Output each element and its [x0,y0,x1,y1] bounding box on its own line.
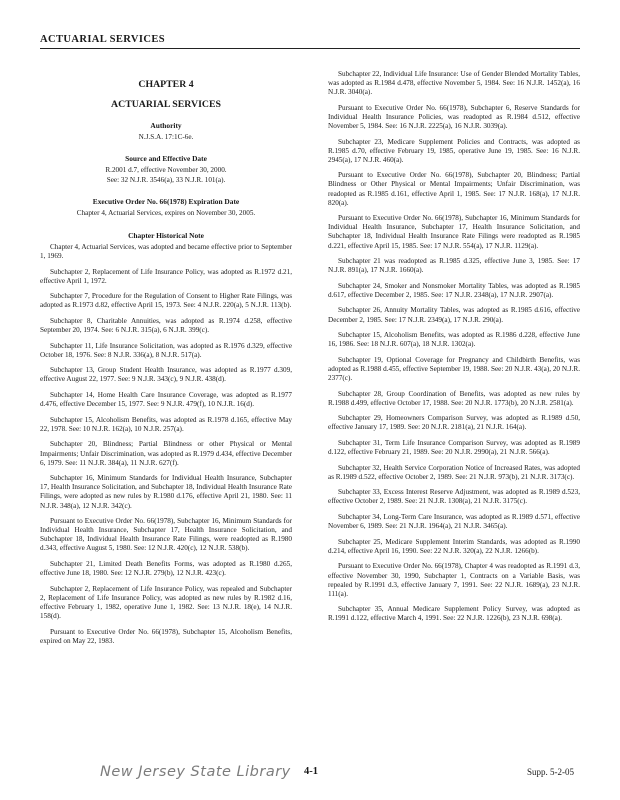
history-paragraph: Subchapter 25, Medicare Supplement Interim Standards, was adopted as R.1990 d.214, effective April 16, 1990. See: 22 N.J.R. 320(a), 22 N.J.R. 1266(b). [328,537,580,555]
page-number: 4-1 [304,766,318,777]
authority-heading: Authority [150,121,182,131]
chapter-number: CHAPTER 4 [138,79,194,90]
supplement-date: Supp. 5-2-05 [527,767,574,777]
history-paragraph: Subchapter 28, Group Coordination of Benefits, was adopted as new rules by R.1988 d.499, effective October 17, 1988. See: 20 N.J.R. 1773(b), 20 N.J.R. 2581(a). [328,389,580,407]
history-paragraph: Pursuant to Executive Order No. 66(1978), Chapter 4 was readopted as R.1991 d.3, effective November 30, 1990, Subchapter 1, Contracts on a Variable Basis, was repealed by R.1991 d.3, effective January 7, 1991. See: 22 N.J.R. 1689(a), 23 N.J.R. 111(a). [328,562,580,598]
history-paragraph: Subchapter 8, Charitable Annuities, was adopted as R.1974 d.258, effective September 20, 1974. See: 6 N.J.R. 315(a), 6 N.J.R. 399(c). [40,317,292,335]
history-paragraph: Subchapter 20, Blindness; Partial Blindness or other Physical or Mental Impairments; Unfair Discrimination, was adopted as R.1979 d.434, effective December 6, 1979. See: 11 N.J.R. 384(a), 11 N.J.R. 627(f). [40,440,292,467]
history-paragraph: Subchapter 33, Excess Interest Reserve Adjustment, was adopted as R.1989 d.523, effective October 2, 1989. See: 21 N.J.R. 1308(a), 21 N.J.R. 3175(c). [328,488,580,506]
executive-order-heading: Executive Order No. 66(1978) Expiration Date [92,196,240,206]
history-paragraph: Subchapter 15, Alcoholism Benefits, was adopted as R.1986 d.228, effective June 16, 1986. See: 18 N.J.R. 607(a), 18 N.J.R. 1302(a). [328,331,580,349]
history-paragraph: Subchapter 29, Homeowners Comparison Survey, was adopted as R.1989 d.50, effective January 17, 1989. See: 20 N.J.R. 2181(a), 21 N.J.R. 164(a). [328,414,580,432]
executive-order-text: Chapter 4, Actuarial Services, expires on November 30, 2005. [76,208,256,217]
history-paragraph: Pursuant to Executive Order No. 66(1978), Subchapter 6, Reserve Standards for Individual Health Insurance Policies, was readopted as R.1984 d.512, effective November 5, 1984. See: 16 N.J.R. 2225(a), 16 N.J.R. 3039(a). [328,103,580,130]
history-paragraph: Pursuant to Executive Order No. 66(1978), Subchapter 16, Minimum Standards for Individual Health Insurance, Subchapter 17, Health Insurance Solicitation, and Subchapter 18, Individual Health Insurance Rate Filings were readopted as R.1985 d.221, effective April 15, 1985. See: 17 N.J.R. 554(a), 17 N.J.R. 1129(a). [328,214,580,250]
history-paragraph: Subchapter 35, Annual Medicare Supplement Policy Survey, was adopted as R.1991 d.122, effective March 4, 1991. See: 22 N.J.R. 1226(b), 23 N.J.R. 698(a). [328,605,580,623]
history-paragraph: Subchapter 2, Replacement of Life Insurance Policy, was repealed and Subchapter 2, Replacement of Life Insurance Policy, was adopted as new rules by R.1982 d.16, effective February 1, 1982, operative June 1, 1982. See: 13 N.J.R. 18(e), 14 N.J.R. 158(d). [40,584,292,620]
history-paragraph: Subchapter 14, Home Health Care Insurance Coverage, was adopted as R.1977 d.476, effective December 15, 1977. See: 9 N.J.R. 479(f), 10 N.J.R. 16(d). [40,391,292,409]
chapter-title: ACTUARIAL SERVICES [111,99,221,111]
source-line-2: See: 32 N.J.R. 3546(a), 33 N.J.R. 101(a). [106,175,226,184]
history-paragraph: Chapter 4, Actuarial Services, was adopted and became effective prior to September 1, 1969. [40,242,292,261]
history-paragraph: Subchapter 22, Individual Life Insurance: Use of Gender Blended Mortality Tables, was adopted as R.1984 d.478, effective November 5, 1984. See: 16 N.J.R. 1452(a), 16 N.J.R. 3040(a). [328,70,580,97]
history-paragraph: Subchapter 16, Minimum Standards for Individual Health Insurance, Subchapter 17, Health Insurance Solicitation, and Subchapter 18, Individual Health Insurance Rate Filings, were adopted as new rules by R.1980 d.176, effective April 21, 1980. See: 11 N.J.R. 348(a), 12 N.J.R. 342(c). [40,474,292,510]
history-paragraph: Subchapter 26, Annuity Mortality Tables, was adopted as R.1985 d.616, effective December 2, 1985. See: 17 N.J.R. 2349(a), 17 N.J.R. 290(a). [328,306,580,324]
history-paragraph: Pursuant to Executive Order No. 66(1978), Subchapter 20, Blindness; Partial Blindness or Other Physical or Mental Impairments; Unfair Discrimination, was readopted as R.1985 d.161, effective April 1, 1985. See: 17 N.J.R. 168(a), 17 N.J.R. 820(a). [328,171,580,207]
historical-note-right-paragraphs [328,70,580,624]
history-paragraph: Subchapter 31, Term Life Insurance Comparison Survey, was adopted as R.1989 d.122, effective February 21, 1989. See: 20 N.J.R. 2990(a), 21 N.J.R. 566(a). [328,439,580,457]
history-paragraph: Subchapter 32, Health Service Corporation Notice of Increased Rates, was adopted as R.1989 d.522, effective October 2, 1989. See: 21 N.J.R. 973(b), 21 N.J.R. 3173(c). [328,463,580,481]
history-paragraph: Subchapter 23, Medicare Supplement Policies and Contracts, was adopted as R.1985 d.70, effective February 19, 1985, operative June 19, 1985. See: 16 N.J.R. 2945(a), 17 N.J.R. 460(a). [328,137,580,164]
left-column [40,70,292,652]
right-column [328,70,580,630]
history-paragraph: Subchapter 2, Replacement of Life Insurance Policy, was adopted as R.1972 d.21, effective April 1, 1972. [40,267,292,285]
source-line-1: R.2001 d.7, effective November 30, 2000. [105,166,227,175]
historical-note-left-paragraphs [40,243,292,646]
source-heading: Source and Effective Date [125,154,207,164]
history-paragraph: Subchapter 7, Procedure for the Regulation of Consent to Higher Rate Filings, was adopted as R.1973 d.82, effective April 15, 1973. See: 4 N.J.R. 220(a), 5 N.J.R. 113(b). [40,292,292,310]
history-paragraph: Subchapter 34, Long-Term Care Insurance, was adopted as R.1989 d.571, effective November 6, 1989. See: 21 N.J.R. 1964(a), 21 N.J.R. 3465(a). [328,513,580,531]
library-watermark: New Jersey State Library [100,764,291,780]
history-paragraph: Subchapter 19, Optional Coverage for Pregnancy and Childbirth Benefits, was adopted as R.1988 d.455, effective September 19, 1988. See: 20 N.J.R. 43(a), 20 N.J.R. 2377(c). [328,355,580,383]
historical-note-heading: Chapter Historical Note [128,230,204,240]
history-paragraph: Subchapter 21 was readopted as R.1985 d.325, effective June 3, 1985. See: 17 N.J.R. 891(a), 17 N.J.R. 1660(a). [328,257,580,275]
header-rule [40,48,580,49]
history-paragraph: Subchapter 13, Group Student Health Insurance, was adopted as R.1977 d.309, effective August 22, 1977. See: 9 N.J.R. 343(c), 9 N.J.R. 438(d). [40,366,292,384]
history-paragraph: Pursuant to Executive Order No. 66(1978), Subchapter 15, Alcoholism Benefits, expired on May 22, 1983. [40,627,292,645]
history-paragraph: Subchapter 24, Smoker and Nonsmoker Mortality Tables, was adopted as R.1985 d.617, effective December 2, 1985. See: 17 N.J.R. 2348(a), 17 N.J.R. 2907(a). [328,281,580,299]
page-footer [0,764,620,784]
running-head-title: ACTUARIAL SERVICES [40,34,165,45]
history-paragraph: Subchapter 11, Life Insurance Solicitation, was adopted as R.1976 d.329, effective October 18, 1976. See: 8 N.J.R. 336(a), 8 N.J.R. 517(a). [40,341,292,359]
authority-text: N.J.S.A. 17:1C-6e. [138,133,194,142]
history-paragraph: Subchapter 15, Alcoholism Benefits, was adopted as R.1978 d.165, effective May 22, 1978. See: 10 N.J.R. 162(a), 10 N.J.R. 257(a). [40,415,292,433]
history-paragraph: Pursuant to Executive Order No. 66(1978), Subchapter 16, Minimum Standards for Individual Health Insurance, Subchapter 17, Health Insurance Solicitation, and Subchapter 18, Individual Health Insurance Rate Filings, were readopted as R.1980 d.343, effective August 5, 1980. See: 12 N.J.R. 420(c), 12 N.J.R. 538(b). [40,517,292,553]
history-paragraph: Subchapter 21, Limited Death Benefits Forms, was adopted as R.1980 d.265, effective June 18, 1980. See: 12 N.J.R. 279(b), 12 N.J.R. 423(c). [40,559,292,578]
